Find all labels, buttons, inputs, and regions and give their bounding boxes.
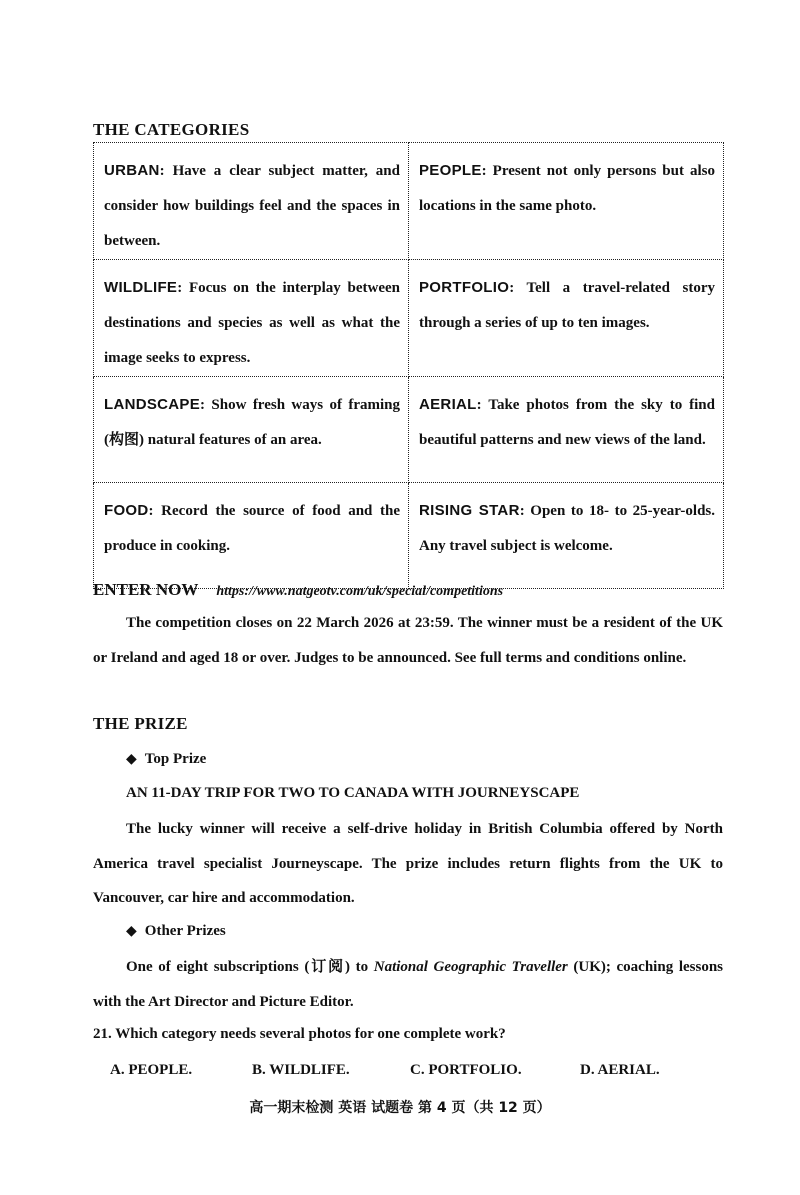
category-desc: Open to 18- to 25-year-olds. Any travel subject is welcome. xyxy=(419,503,716,554)
option-b: B. WILDLIFE. xyxy=(252,1062,350,1078)
category-desc: Record the source of food and the produce in cooking. xyxy=(104,503,400,554)
categories-heading: THE CATEGORIES xyxy=(93,120,250,139)
diamond-bullet-icon: ◆ xyxy=(126,751,137,767)
top-prize-label-text: Top Prize xyxy=(144,751,207,767)
category-name: PEOPLE xyxy=(419,162,482,179)
category-desc: Take photos from the sky to find beautiful patterns and new views of the land. xyxy=(419,397,715,448)
category-name: FOOD xyxy=(104,502,149,519)
category-desc: Tell a travel-related story through a series of up to ten images. xyxy=(419,280,715,331)
competition-url: https://www.natgeotv.com/uk/special/competitions xyxy=(216,584,504,599)
category-name: PORTFOLIO xyxy=(419,279,510,296)
category-cell-wildlife: WILDLIFE: Focus on the interplay between destinations and species as well as what the image seeks to express. xyxy=(94,260,409,377)
category-desc: Have a clear subject matter, and consider how buildings feel and the spaces in between. xyxy=(104,163,400,249)
option-a: A. PEOPLE. xyxy=(110,1062,193,1078)
category-name: URBAN xyxy=(104,162,160,179)
question-21: 21. Which category needs several photos for one complete work? xyxy=(93,1026,506,1042)
magazine-title: National Geographic Traveller xyxy=(373,959,568,975)
category-desc: Focus on the interplay between destinations and species as well as what the image seeks to express. xyxy=(104,280,401,366)
category-desc: Present not only persons but also locations in the same photo. xyxy=(419,163,715,214)
category-cell-people: PEOPLE: Present not only persons but also locations in the same photo. xyxy=(409,143,724,260)
category-cell-rising-star: RISING STAR: Open to 18- to 25-year-olds. Any travel subject is welcome. xyxy=(409,483,724,589)
category-name: WILDLIFE xyxy=(104,279,178,296)
other-prizes-label-text: Other Prizes xyxy=(144,923,226,939)
category-cell-portfolio: PORTFOLIO: Tell a travel-related story through a series of up to ten images. xyxy=(409,260,724,377)
other-prizes-text xyxy=(93,950,723,1019)
top-prize-text: The lucky winner will receive a self-drive holiday in British Columbia offered by North America travel specialist Journeyscape. The prize includes return flights from the UK to Vancouver, car hire and accommodation. xyxy=(93,821,723,906)
enter-now-text: The competition closes on 22 March 2026 at 23:59. The winner must be a resident of the UK or Ireland and aged 18 or over. Judges to be announced. See full terms and conditions online. xyxy=(93,615,723,666)
other-prizes-text-pre: One of eight subscriptions (订阅) to xyxy=(126,959,374,975)
category-name: LANDSCAPE xyxy=(104,396,201,413)
other-prizes-text-post: (UK); coaching lessons with the Art Director and Picture Editor. xyxy=(93,959,723,1010)
category-desc: Show fresh ways of framing (构图) natural features of an area. xyxy=(104,397,400,448)
trip-title: AN 11-DAY TRIP FOR TWO TO CANADA WITH JOURNEYSCAPE xyxy=(126,785,580,801)
option-c: C. PORTFOLIO. xyxy=(410,1062,522,1078)
category-cell-urban: URBAN: Have a clear subject matter, and consider how buildings feel and the spaces in between. xyxy=(94,143,409,260)
top-prize-label xyxy=(126,751,206,768)
category-cell-landscape: LANDSCAPE: Show fresh ways of framing (构图) natural features of an area. xyxy=(94,377,409,483)
other-prizes-label xyxy=(126,923,226,940)
enter-now-heading: ENTER NOW xyxy=(93,580,199,599)
categories-table xyxy=(93,142,724,589)
prize-heading: THE PRIZE xyxy=(93,714,188,733)
category-cell-food: FOOD: Record the source of food and the produce in cooking. xyxy=(94,483,409,589)
category-name: AERIAL xyxy=(419,396,477,413)
category-name: RISING STAR xyxy=(419,502,520,519)
category-cell-aerial: AERIAL: Take photos from the sky to find beautiful patterns and new views of the land. xyxy=(409,377,724,483)
page-footer: 高一期末检测 英语 试题卷 第 4 页（共 12 页） xyxy=(249,1100,551,1116)
diamond-bullet-icon: ◆ xyxy=(126,923,137,939)
option-d: D. AERIAL. xyxy=(580,1062,660,1078)
enter-now-row xyxy=(93,580,503,600)
